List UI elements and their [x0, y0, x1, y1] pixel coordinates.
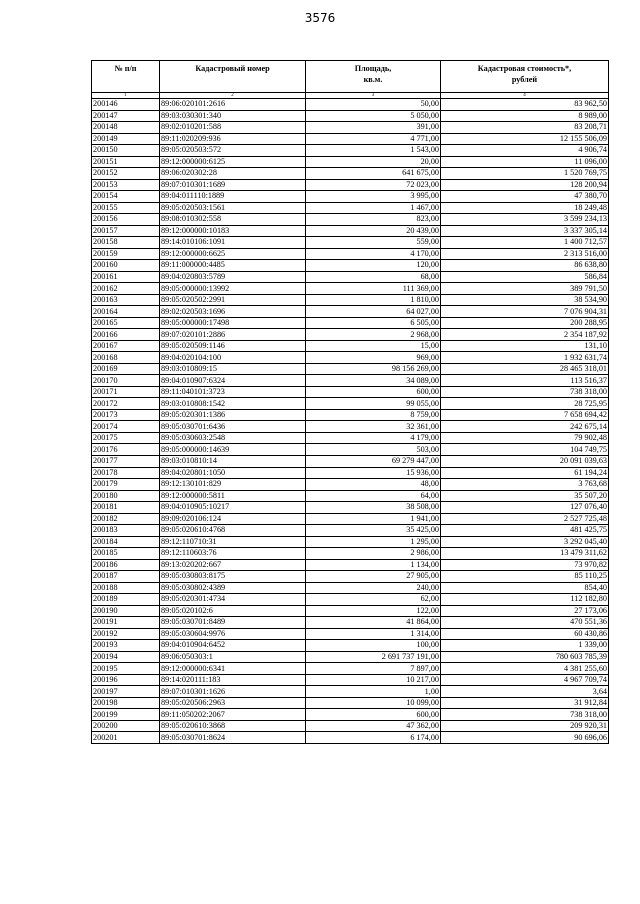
cadastral-cost-cell: 28 725,95 — [441, 398, 609, 410]
cadastral-cost-cell: 11 096,00 — [441, 156, 609, 168]
cadastral-number-cell: 89:05:020301:1386 — [160, 409, 306, 421]
table-row — [92, 525, 609, 537]
header-row-number: № п/п — [92, 61, 160, 93]
area-cell: 5 050,00 — [306, 110, 441, 122]
cadastral-number-cell: 89:05:020301:4734 — [160, 594, 306, 606]
column-number: 3 — [306, 93, 441, 99]
cadastral-number-cell: 89:12:000000:5811 — [160, 490, 306, 502]
area-cell: 1 295,00 — [306, 536, 441, 548]
area-cell: 98 156 269,00 — [306, 363, 441, 375]
area-cell: 20 439,00 — [306, 225, 441, 237]
row-number-cell: 200196 — [92, 674, 160, 686]
table-row — [92, 294, 609, 306]
area-cell: 2 691 737 191,00 — [306, 651, 441, 663]
cadastral-number-cell: 89:03:010809:15 — [160, 363, 306, 375]
table-row — [92, 271, 609, 283]
cadastral-cost-cell: 586,84 — [441, 271, 609, 283]
cadastral-cost-cell: 12 155 506,09 — [441, 133, 609, 145]
table-row — [92, 663, 609, 675]
cadastral-number-cell: 89:05:030701:8489 — [160, 617, 306, 629]
area-cell: 7 897,00 — [306, 663, 441, 675]
table-row — [92, 409, 609, 421]
area-cell: 1 314,00 — [306, 628, 441, 640]
cadastral-number-cell: 89:02:020503:1696 — [160, 306, 306, 318]
cadastral-cost-cell: 3 763,68 — [441, 479, 609, 491]
area-cell: 8 759,00 — [306, 409, 441, 421]
cadastral-number-cell: 89:04:010907:6324 — [160, 375, 306, 387]
area-cell: 823,00 — [306, 214, 441, 226]
cadastral-cost-cell: 4 967 709,74 — [441, 674, 609, 686]
cadastral-number-cell: 89:05:000000:14639 — [160, 444, 306, 456]
cadastral-number-cell: 89:04:011110:1889 — [160, 191, 306, 203]
cadastral-number-cell: 89:12:000000:10183 — [160, 225, 306, 237]
table-row — [92, 352, 609, 364]
row-number-cell: 200186 — [92, 559, 160, 571]
cadastral-number-cell: 89:06:020101:2616 — [160, 99, 306, 111]
table-row — [92, 594, 609, 606]
row-number-cell: 200147 — [92, 110, 160, 122]
cadastral-cost-cell: 28 465 318,01 — [441, 363, 609, 375]
area-cell: 47 362,00 — [306, 720, 441, 732]
cadastral-number-cell: 89:03:010808:1542 — [160, 398, 306, 410]
table-row — [92, 502, 609, 514]
area-cell: 4 170,00 — [306, 248, 441, 260]
row-number-cell: 200166 — [92, 329, 160, 341]
row-number-cell: 200163 — [92, 294, 160, 306]
table-row — [92, 709, 609, 721]
row-number-cell: 200179 — [92, 479, 160, 491]
area-cell: 50,00 — [306, 99, 441, 111]
cadastral-number-cell: 89:12:000000:6341 — [160, 663, 306, 675]
header-cost-line2: рублей — [511, 75, 538, 84]
row-number-cell: 200155 — [92, 202, 160, 214]
table-row — [92, 628, 609, 640]
cadastral-number-cell: 89:05:030802:4389 — [160, 582, 306, 594]
table-row — [92, 317, 609, 329]
cadastral-number-cell: 89:04:010905:10217 — [160, 502, 306, 514]
row-number-cell: 200201 — [92, 732, 160, 744]
table-row — [92, 99, 609, 111]
area-cell: 99 055,00 — [306, 398, 441, 410]
area-cell: 122,00 — [306, 605, 441, 617]
cadastral-number-cell: 89:04:020801:1050 — [160, 467, 306, 479]
area-cell: 391,00 — [306, 122, 441, 134]
cadastral-cost-cell: 38 534,90 — [441, 294, 609, 306]
cadastral-number-cell: 89:05:030803:8175 — [160, 571, 306, 583]
cadastral-number-cell: 89:05:020503:572 — [160, 145, 306, 157]
cadastral-cost-cell: 20 091 039,63 — [441, 455, 609, 467]
cadastral-cost-cell: 18 249,48 — [441, 202, 609, 214]
area-cell: 1 134,00 — [306, 559, 441, 571]
row-number-cell: 200146 — [92, 99, 160, 111]
row-number-cell: 200181 — [92, 502, 160, 514]
area-cell: 35 425,00 — [306, 525, 441, 537]
table-row — [92, 651, 609, 663]
header-cadastral-cost — [441, 61, 609, 93]
table-row — [92, 467, 609, 479]
cadastral-number-cell: 89:12:000000:6625 — [160, 248, 306, 260]
cadastral-cost-cell: 1 932 631,74 — [441, 352, 609, 364]
area-cell: 34 089,00 — [306, 375, 441, 387]
cadastral-cost-cell: 61 194,24 — [441, 467, 609, 479]
cadastral-cost-cell: 738 318,00 — [441, 709, 609, 721]
cadastral-number-cell: 89:11:040101:3723 — [160, 386, 306, 398]
row-number-cell: 200174 — [92, 421, 160, 433]
cadastral-cost-cell: 83 208,71 — [441, 122, 609, 134]
cadastral-cost-cell: 3 599 234,13 — [441, 214, 609, 226]
area-cell: 10 217,00 — [306, 674, 441, 686]
area-cell: 41 864,00 — [306, 617, 441, 629]
row-number-cell: 200172 — [92, 398, 160, 410]
cadastral-cost-cell: 7 076 904,31 — [441, 306, 609, 318]
table-row — [92, 455, 609, 467]
row-number-cell: 200162 — [92, 283, 160, 295]
table-row — [92, 283, 609, 295]
table-row — [92, 490, 609, 502]
cadastral-number-cell: 89:13:020202:667 — [160, 559, 306, 571]
table-row — [92, 398, 609, 410]
area-cell: 100,00 — [306, 640, 441, 652]
row-number-cell: 200198 — [92, 697, 160, 709]
table-row — [92, 513, 609, 525]
cadastral-number-cell: 89:02:010201:588 — [160, 122, 306, 134]
cadastral-number-cell: 89:06:020302:28 — [160, 168, 306, 180]
table-row — [92, 260, 609, 272]
cadastral-cost-cell: 85 110,25 — [441, 571, 609, 583]
cadastral-cost-cell: 60 430,86 — [441, 628, 609, 640]
cadastral-cost-cell: 13 479 311,62 — [441, 548, 609, 560]
cadastral-number-cell: 89:09:020106:124 — [160, 513, 306, 525]
table-row — [92, 571, 609, 583]
table-body — [92, 99, 609, 744]
table-row — [92, 479, 609, 491]
row-number-cell: 200171 — [92, 386, 160, 398]
table-row — [92, 605, 609, 617]
area-cell: 1 467,00 — [306, 202, 441, 214]
cadastral-cost-cell: 2 354 187,92 — [441, 329, 609, 341]
table-row — [92, 237, 609, 249]
row-number-cell: 200191 — [92, 617, 160, 629]
area-cell: 3 995,00 — [306, 191, 441, 203]
row-number-cell: 200185 — [92, 548, 160, 560]
table-row — [92, 179, 609, 191]
cadastral-cost-cell: 4 381 255,60 — [441, 663, 609, 675]
area-cell: 64,00 — [306, 490, 441, 502]
table-row — [92, 110, 609, 122]
cadastral-number-cell: 89:12:110710:31 — [160, 536, 306, 548]
cadastral-cost-cell: 104 749,75 — [441, 444, 609, 456]
area-cell: 969,00 — [306, 352, 441, 364]
cadastral-cost-cell: 3 292 045,40 — [441, 536, 609, 548]
table-row — [92, 156, 609, 168]
cadastral-cost-cell: 200 288,95 — [441, 317, 609, 329]
page-number: 3576 — [304, 11, 336, 25]
row-number-cell: 200176 — [92, 444, 160, 456]
cadastral-cost-cell: 128 200,94 — [441, 179, 609, 191]
table-row — [92, 248, 609, 260]
cadastral-cost-cell: 209 920,31 — [441, 720, 609, 732]
cadastral-cost-cell: 470 551,36 — [441, 617, 609, 629]
area-cell: 64 027,00 — [306, 306, 441, 318]
row-number-cell: 200177 — [92, 455, 160, 467]
row-number-cell: 200153 — [92, 179, 160, 191]
cadastral-cost-cell: 47 380,70 — [441, 191, 609, 203]
cadastral-number-cell: 89:07:010301:1689 — [160, 179, 306, 191]
area-cell: 38 508,00 — [306, 502, 441, 514]
row-number-cell: 200180 — [92, 490, 160, 502]
row-number-cell: 200160 — [92, 260, 160, 272]
cadastral-cost-cell: 738 318,00 — [441, 386, 609, 398]
table-row — [92, 686, 609, 698]
table-row — [92, 340, 609, 352]
row-number-cell: 200154 — [92, 191, 160, 203]
header-row — [92, 61, 609, 93]
row-number-cell: 200170 — [92, 375, 160, 387]
cadastral-number-cell: 89:05:030701:6436 — [160, 421, 306, 433]
cadastral-number-cell: 89:12:110603:76 — [160, 548, 306, 560]
area-cell: 68,00 — [306, 271, 441, 283]
table-header — [92, 61, 609, 99]
cadastral-number-cell: 89:11:020209:936 — [160, 133, 306, 145]
table-row — [92, 375, 609, 387]
cadastral-number-cell: 89:05:020503:1561 — [160, 202, 306, 214]
row-number-cell: 200193 — [92, 640, 160, 652]
area-cell: 69 279 447,00 — [306, 455, 441, 467]
row-number-cell: 200157 — [92, 225, 160, 237]
cadastral-number-cell: 89:04:020803:5789 — [160, 271, 306, 283]
row-number-cell: 200197 — [92, 686, 160, 698]
column-number: 1 — [92, 93, 160, 99]
area-cell: 48,00 — [306, 479, 441, 491]
row-number-cell: 200199 — [92, 709, 160, 721]
area-cell: 10 099,00 — [306, 697, 441, 709]
row-number-cell: 200151 — [92, 156, 160, 168]
area-cell: 32 361,00 — [306, 421, 441, 433]
cadastral-cost-cell: 31 912,84 — [441, 697, 609, 709]
cadastral-number-cell: 89:05:020610:3868 — [160, 720, 306, 732]
table-row — [92, 720, 609, 732]
cadastral-cost-cell: 1 520 769,75 — [441, 168, 609, 180]
cadastral-number-cell: 89:12:130101:829 — [160, 479, 306, 491]
row-number-cell: 200184 — [92, 536, 160, 548]
cadastral-number-cell: 89:04:010904:6452 — [160, 640, 306, 652]
cadastral-number-cell: 89:05:000000:13992 — [160, 283, 306, 295]
cadastral-cost-cell: 2 527 725,48 — [441, 513, 609, 525]
row-number-cell: 200173 — [92, 409, 160, 421]
cadastral-cost-cell: 27 173,06 — [441, 605, 609, 617]
cadastral-cost-cell: 780 603 785,39 — [441, 651, 609, 663]
cadastral-number-cell: 89:03:010810:14 — [160, 455, 306, 467]
row-number-cell: 200188 — [92, 582, 160, 594]
area-cell: 1 810,00 — [306, 294, 441, 306]
area-cell: 72 023,00 — [306, 179, 441, 191]
row-number-cell: 200152 — [92, 168, 160, 180]
row-number-cell: 200148 — [92, 122, 160, 134]
cadastral-cost-cell: 131,10 — [441, 340, 609, 352]
cadastral-cost-cell: 7 658 694,42 — [441, 409, 609, 421]
cadastral-number-cell: 89:04:020104:100 — [160, 352, 306, 364]
area-cell: 2 968,00 — [306, 329, 441, 341]
cadastral-cost-cell: 481 425,75 — [441, 525, 609, 537]
area-cell: 503,00 — [306, 444, 441, 456]
table-row — [92, 133, 609, 145]
cadastral-cost-cell: 4 906,74 — [441, 145, 609, 157]
table-row — [92, 386, 609, 398]
column-number: 2 — [160, 93, 306, 99]
row-number-cell: 200168 — [92, 352, 160, 364]
area-cell: 6 505,00 — [306, 317, 441, 329]
table-row — [92, 145, 609, 157]
row-number-cell: 200195 — [92, 663, 160, 675]
row-number-cell: 200194 — [92, 651, 160, 663]
area-cell: 240,00 — [306, 582, 441, 594]
row-number-cell: 200164 — [92, 306, 160, 318]
table-row — [92, 329, 609, 341]
column-number: 4 — [441, 93, 609, 99]
row-number-cell: 200187 — [92, 571, 160, 583]
cadastral-cost-cell: 389 791,50 — [441, 283, 609, 295]
area-cell: 1 543,00 — [306, 145, 441, 157]
cadastral-cost-cell: 3 337 305,14 — [441, 225, 609, 237]
cadastral-number-cell: 89:11:000000:4485 — [160, 260, 306, 272]
cadastral-number-cell: 89:08:010302:558 — [160, 214, 306, 226]
table-row — [92, 548, 609, 560]
cadastral-number-cell: 89:07:010301:1626 — [160, 686, 306, 698]
area-cell: 641 675,00 — [306, 168, 441, 180]
area-cell: 4 771,00 — [306, 133, 441, 145]
cadastral-cost-cell: 35 507,20 — [441, 490, 609, 502]
row-number-cell: 200189 — [92, 594, 160, 606]
cadastral-number-cell: 89:05:030604:9976 — [160, 628, 306, 640]
cadastral-number-cell: 89:05:030603:2548 — [160, 432, 306, 444]
area-cell: 4 179,00 — [306, 432, 441, 444]
table-row — [92, 732, 609, 744]
row-number-cell: 200159 — [92, 248, 160, 260]
cadastral-cost-cell: 1 339,00 — [441, 640, 609, 652]
row-number-cell: 200161 — [92, 271, 160, 283]
cadastral-cost-cell: 83 962,50 — [441, 99, 609, 111]
area-cell: 600,00 — [306, 386, 441, 398]
cadastral-table — [91, 60, 609, 744]
cadastral-cost-cell: 8 989,00 — [441, 110, 609, 122]
row-number-cell: 200169 — [92, 363, 160, 375]
cadastral-cost-cell: 73 970,82 — [441, 559, 609, 571]
table-row — [92, 617, 609, 629]
area-cell: 1,00 — [306, 686, 441, 698]
table-row — [92, 640, 609, 652]
cadastral-cost-cell: 1 400 712,57 — [441, 237, 609, 249]
row-number-cell: 200183 — [92, 525, 160, 537]
cadastral-number-cell: 89:06:050303:1 — [160, 651, 306, 663]
table-row — [92, 168, 609, 180]
cadastral-number-cell: 89:05:030701:8624 — [160, 732, 306, 744]
row-number-cell: 200190 — [92, 605, 160, 617]
row-number-cell: 200178 — [92, 467, 160, 479]
table-row — [92, 202, 609, 214]
cadastral-number-cell: 89:14:020111:183 — [160, 674, 306, 686]
header-cost-line1: Кадастровая стоимость*, — [477, 64, 572, 73]
area-cell: 559,00 — [306, 237, 441, 249]
cadastral-number-cell: 89:11:050202:2067 — [160, 709, 306, 721]
row-number-cell: 200158 — [92, 237, 160, 249]
table-row — [92, 444, 609, 456]
cadastral-cost-cell: 79 902,48 — [441, 432, 609, 444]
area-cell: 1 941,00 — [306, 513, 441, 525]
table-row — [92, 421, 609, 433]
cadastral-number-cell: 89:05:020610:4768 — [160, 525, 306, 537]
table-row — [92, 306, 609, 318]
cadastral-number-cell: 89:03:030301:340 — [160, 110, 306, 122]
table-row — [92, 214, 609, 226]
table-row — [92, 582, 609, 594]
header-area-line2: кв.м. — [363, 75, 383, 84]
row-number-cell: 200156 — [92, 214, 160, 226]
cadastral-cost-cell: 86 638,80 — [441, 260, 609, 272]
cadastral-number-cell: 89:05:020506:2963 — [160, 697, 306, 709]
cadastral-number-cell: 89:12:000000:6125 — [160, 156, 306, 168]
table-row — [92, 191, 609, 203]
row-number-cell: 200165 — [92, 317, 160, 329]
area-cell: 2 986,00 — [306, 548, 441, 560]
header-area — [306, 61, 441, 93]
cadastral-number-cell: 89:07:020101:2886 — [160, 329, 306, 341]
header-area-line1: Площадь, — [354, 64, 392, 73]
row-number-cell: 200150 — [92, 145, 160, 157]
area-cell: 600,00 — [306, 709, 441, 721]
table-row — [92, 674, 609, 686]
cadastral-cost-cell: 90 696,06 — [441, 732, 609, 744]
row-number-cell: 200182 — [92, 513, 160, 525]
table-row — [92, 697, 609, 709]
cadastral-cost-cell: 112 182,80 — [441, 594, 609, 606]
cadastral-cost-cell: 127 076,40 — [441, 502, 609, 514]
cadastral-number-cell: 89:14:010106:1091 — [160, 237, 306, 249]
row-number-cell: 200167 — [92, 340, 160, 352]
header-cadastral-number: Кадастровый номер — [160, 61, 306, 93]
cadastral-cost-cell: 2 313 516,00 — [441, 248, 609, 260]
table-row — [92, 536, 609, 548]
table-row — [92, 122, 609, 134]
cadastral-cost-cell: 854,40 — [441, 582, 609, 594]
cadastral-cost-cell: 242 675,14 — [441, 421, 609, 433]
cadastral-number-cell: 89:05:020102:6 — [160, 605, 306, 617]
table-row — [92, 559, 609, 571]
cadastral-number-cell: 89:05:000000:17498 — [160, 317, 306, 329]
cadastral-number-cell: 89:05:020502:2991 — [160, 294, 306, 306]
table-row — [92, 225, 609, 237]
area-cell: 120,00 — [306, 260, 441, 272]
cadastral-cost-cell: 113 516,37 — [441, 375, 609, 387]
area-cell: 20,00 — [306, 156, 441, 168]
row-number-cell: 200192 — [92, 628, 160, 640]
area-cell: 111 369,00 — [306, 283, 441, 295]
area-cell: 6 174,00 — [306, 732, 441, 744]
row-number-cell: 200200 — [92, 720, 160, 732]
area-cell: 15 936,00 — [306, 467, 441, 479]
cadastral-number-cell: 89:05:020509:1146 — [160, 340, 306, 352]
area-cell: 62,00 — [306, 594, 441, 606]
row-number-cell: 200149 — [92, 133, 160, 145]
table-row — [92, 432, 609, 444]
cadastral-cost-cell: 3,64 — [441, 686, 609, 698]
area-cell: 27 905,00 — [306, 571, 441, 583]
table-row — [92, 363, 609, 375]
row-number-cell: 200175 — [92, 432, 160, 444]
area-cell: 15,00 — [306, 340, 441, 352]
